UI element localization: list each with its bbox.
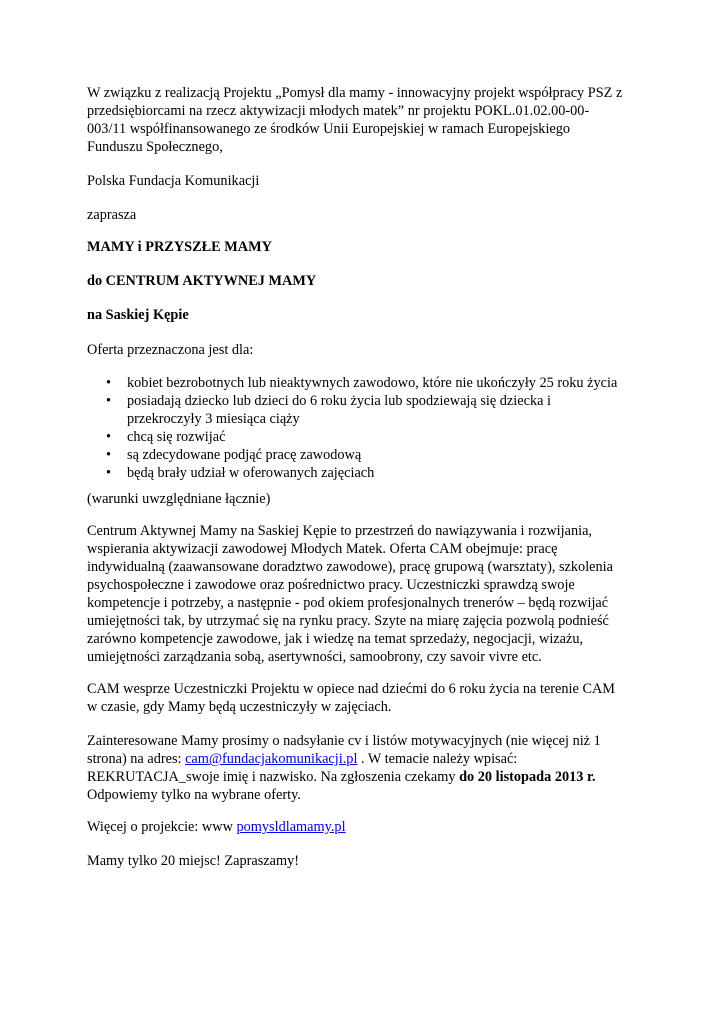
conditions-note: (warunki uwzględniane łącznie) (87, 491, 271, 507)
description-line: kompetencje i potrzeby, a następnie - pod okiem profesjonalnych trenerów – będą rozwijać (87, 595, 609, 611)
list-item: • są zdecydowane podjąć pracę zawodową (87, 446, 647, 464)
intro-line: przedsiębiorcami na rzecz aktywizacji młodych matek” nr projektu POKL.01.02.00-00- (87, 103, 590, 119)
intro-line: Funduszu Społecznego, (87, 139, 223, 155)
description-line: psychospołeczne i zawodowe oraz pośrednictwo pracy. Uczestniczki sprawdzą swoje (87, 577, 575, 593)
list-item: • chcą się rozwijać (87, 428, 647, 446)
heading-mothers: MAMY i PRZYSZŁE MAMY (87, 239, 272, 255)
description-line: wspierania aktywizacji zawodowej Młodych Matek. Oferta CAM obejmuje: pracę (87, 541, 558, 557)
organization-name: Polska Fundacja Komunikacji (87, 173, 260, 189)
list-item: • kobiet bezrobotnych lub nieaktywnych zawodowo, które nie ukończyły 25 roku życia (87, 374, 647, 392)
closing-text: Mamy tylko 20 miejsc! Zapraszamy! (87, 853, 300, 869)
description-line: Centrum Aktywnej Mamy na Saskiej Kępie to przestrzeń do nawiązywania i rozwijania, (87, 523, 593, 539)
application-line: Zainteresowane Mamy prosimy o nadsyłanie cv i listów motywacyjnych (nie więcej niż 1 (87, 733, 601, 749)
deadline-text: do 20 listopada 2013 r. (459, 769, 596, 785)
email-link[interactable]: cam@fundacjakomunikacji.pl (185, 751, 358, 767)
offer-intro: Oferta przeznaczona jest dla: (87, 342, 254, 358)
intro-paragraph (87, 84, 622, 156)
description-line: umiejętności zarządzania sobą, asertywności, samoobrony, czy savoir vivre etc. (87, 649, 542, 665)
description-paragraph (87, 522, 613, 666)
application-line: strona) na adres: cam@fundacjakomunikacji.pl . W temacie należy wpisać: (87, 751, 518, 767)
childcare-line: CAM wesprze Uczestniczki Projektu w opiece nad dziećmi do 6 roku życia na terenie CAM (87, 681, 616, 697)
criteria-list (87, 374, 647, 482)
application-paragraph (87, 732, 601, 804)
website-link[interactable]: pomysldlamamy.pl (236, 819, 346, 835)
intro-line: 003/11 współfinansowanego ze środków Unii Europejskiej w ramach Europejskiego (87, 121, 571, 137)
intro-line: W związku z realizacją Projektu „Pomysł dla mamy - innowacyjny projekt współpracy PSZ z (87, 85, 623, 101)
description-line: umiejętności tak, by utrzymać się na rynku pracy. Szyte na miarę zajęcia pozwolą podnieść (87, 613, 609, 629)
heading-location: na Saskiej Kępie (87, 307, 189, 323)
application-line: Odpowiemy tylko na wybrane oferty. (87, 787, 301, 803)
description-line: indywidualną (zaawansowane doradztwo zawodowe), pracę grupową (warsztaty), szkolenia (87, 559, 613, 575)
childcare-line: w czasie, gdy Mamy będą uczestniczyły w zajęciach. (87, 699, 392, 715)
list-item: • będą brały udział w oferowanych zajęciach (87, 464, 647, 482)
more-info-line: Więcej o projekcie: www pomysldlamamy.pl (87, 819, 346, 835)
list-item: • posiadają dziecko lub dzieci do 6 roku życia lub spodziewają się dziecka i przekroczyły 3 miesiąca ciąży (87, 392, 647, 428)
application-line: REKRUTACJA_swoje imię i nazwisko. Na zgłoszenia czekamy do 20 listopada 2013 r. (87, 769, 596, 785)
heading-center: do CENTRUM AKTYWNEJ MAMY (87, 273, 317, 289)
description-line: zarówno kompetencje zawodowe, jak i wiedzę na temat sprzedaży, negocjacji, wizażu, (87, 631, 584, 647)
invites-text: zaprasza (87, 207, 137, 223)
childcare-paragraph (87, 680, 615, 716)
